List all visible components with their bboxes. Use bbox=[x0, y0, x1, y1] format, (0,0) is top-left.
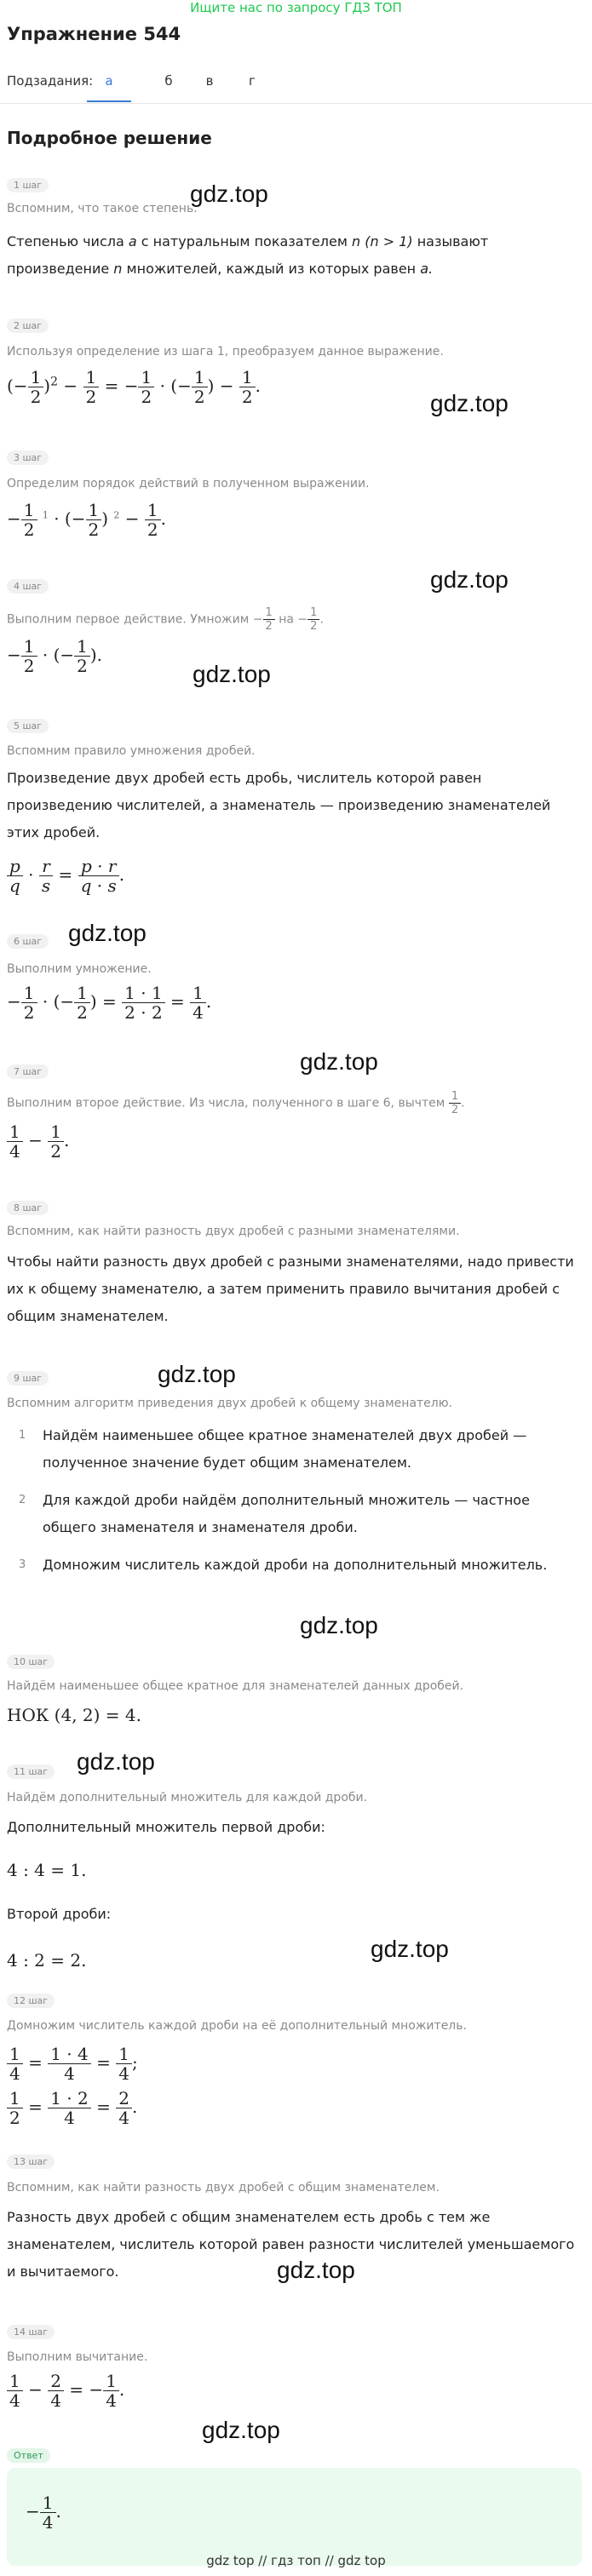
step-text: Разность двух дробей с общим знаменателем есть дробь с тем же знаменателем, числитель которой равен разности числителей уменьшаемого и вычитаемого. bbox=[7, 2209, 575, 2280]
math-var: n bbox=[113, 261, 123, 277]
step-note: Найдём наименьшее общее кратное для знаменателей данных дробей. bbox=[7, 1679, 464, 1693]
watermark: gdz.top bbox=[190, 181, 268, 207]
footer-links[interactable]: gdz top // гдз топ // gdz top bbox=[206, 2553, 386, 2568]
step-note: Используя определение из шага 1, преобразуем данное выражение. bbox=[7, 345, 444, 359]
step-note: Выполним второе действие. Из числа, полученного в шаге 6, вычтем $\frac{1}{2}$ . bbox=[7, 1090, 465, 1116]
watermark: gdz.top bbox=[77, 1748, 155, 1775]
list-item: 2 Для каждой дроби найдём дополнительный множитель — частное общего знаменателя и знаменателя дроби. bbox=[19, 1492, 530, 1535]
list-item: 1 Найдём наименьшее общее кратное знаменателей двух дробей — полученное значение будет общим знаменателем. bbox=[19, 1427, 527, 1471]
tab-g[interactable]: г bbox=[249, 73, 256, 89]
step-note: Домножим числитель каждой дроби на её дополнительный множитель. bbox=[7, 2019, 467, 2033]
math-expression: − $\frac{1}{2}$ $^1$ · (− $\frac{1}{2}$ ) $^2$ − $\frac{1}{2}$ . bbox=[7, 500, 166, 540]
step-note: Вспомним, что такое степень. bbox=[7, 202, 198, 215]
watermark: gdz.top bbox=[277, 2257, 355, 2283]
watermark: gdz.top bbox=[430, 566, 509, 593]
answer-badge: Ответ bbox=[7, 2448, 50, 2463]
step-badge: 10 шаг bbox=[7, 1655, 55, 1669]
math-var: n bbox=[352, 233, 361, 250]
math-expression: $\frac{p}{q}$ · $\frac{r}{s}$ = $\frac{p \cdot r}{q \cdot s}$ . bbox=[7, 857, 124, 895]
math-expression: $\frac{1}{4}$ = $\frac{1 \cdot 4}{4}$ = $\frac{1}{4}$ ; $\frac{1}{2}$ = $\frac{1 \cdot 2}{4}$ = $\frac{2}{4}$ . bbox=[7, 2040, 138, 2129]
answer-box bbox=[7, 2468, 582, 2566]
step-text: Чтобы найти разность двух дробей с разными знаменателями, надо привести их к общему знаменателю, а затем применить правило вычитания дробей с общим знаменателем. bbox=[7, 1254, 574, 1324]
section-title: Подробное решение bbox=[7, 128, 212, 148]
text-fragment: с натуральным показателем bbox=[141, 233, 348, 250]
answer-expression: − $\frac{1}{4}$ . bbox=[26, 2493, 61, 2533]
math-expression: $\frac{1}{4}$ − $\frac{1}{2}$ . bbox=[7, 1122, 69, 1161]
step-note: Вспомним, как найти разность двух дробей с общим знаменателем. bbox=[7, 2181, 440, 2194]
list-item: 3 Домножим числитель каждой дроби на дополнительный множитель. bbox=[19, 1557, 548, 1573]
step-note: Определим порядок действий в полученном выражении. bbox=[7, 477, 370, 491]
step-badge: 9 шаг bbox=[7, 1371, 49, 1386]
step-note: Вспомним, как найти разность двух дробей с разными знаменателями. bbox=[7, 1225, 460, 1238]
step-text: Второй дроби: bbox=[7, 1906, 112, 1922]
step-badge: 11 шаг bbox=[7, 1764, 55, 1779]
algorithm-list bbox=[7, 1422, 578, 1589]
tabs-divider bbox=[0, 103, 592, 104]
watermark: gdz.top bbox=[300, 1612, 378, 1638]
math-expression: − $\frac{1}{2}$ · (− $\frac{1}{2}$ ) = $\frac{1 \cdot 1}{2 \cdot 2}$ = $\frac{1}{4}$ . bbox=[7, 983, 212, 1023]
watermark: gdz.top bbox=[158, 1361, 236, 1387]
math-expression: − $\frac{1}{2}$ · (− $\frac{1}{2}$ ). bbox=[7, 636, 103, 676]
math-expression: НОК (4, 2) = 4. bbox=[7, 1705, 141, 1725]
step-badge: 7 шаг bbox=[7, 1064, 49, 1079]
step-badge: 2 шаг bbox=[7, 318, 49, 333]
tab-b[interactable]: б bbox=[164, 73, 173, 89]
watermark: gdz.top bbox=[68, 920, 147, 946]
watermark: gdz.top bbox=[193, 661, 271, 687]
text-fragment: произведение bbox=[7, 261, 110, 277]
step-badge: 4 шаг bbox=[7, 579, 49, 594]
step-badge: 12 шаг bbox=[7, 1994, 55, 2008]
fraction: $\frac{1}{2}$ bbox=[28, 368, 44, 406]
step-badge: 3 шаг bbox=[7, 450, 49, 465]
watermark: gdz.top bbox=[430, 390, 509, 416]
step-badge: 8 шаг bbox=[7, 1201, 49, 1215]
watermark: gdz.top bbox=[300, 1048, 378, 1075]
step-note: Выполним вычитание. bbox=[7, 2350, 148, 2364]
step-note: Найдём дополнительный множитель для каждой дроби. bbox=[7, 1791, 368, 1804]
watermark: gdz.top bbox=[202, 2417, 280, 2443]
subtasks-label: Подзадания: bbox=[7, 73, 94, 89]
step-note: Вспомним правило умножения дробей. bbox=[7, 744, 256, 758]
step-note: Вспомним алгоритм приведения двух дробей к общему знаменателю. bbox=[7, 1397, 452, 1410]
step-text: Произведение двух дробей есть дробь, числитель которой равен произведению числителей, а знаменатель — произведению знаменателей этих дробей. bbox=[7, 770, 551, 840]
active-tab-indicator bbox=[87, 100, 131, 102]
tab-v[interactable]: в bbox=[205, 73, 214, 89]
math-expression: 4 : 2 = 2. bbox=[7, 1950, 87, 1971]
step-badge: 14 шаг bbox=[7, 2325, 55, 2339]
math-var: a bbox=[128, 233, 137, 250]
text-fragment: Степенью числа bbox=[7, 233, 124, 250]
math-expression: $\frac{1}{4}$ − $\frac{2}{4}$ = − $\frac{1}{4}$ . bbox=[7, 2372, 124, 2410]
text-fragment: множителей, каждый из которых равен bbox=[126, 261, 417, 277]
step-note: Выполним умножение. bbox=[7, 962, 152, 976]
step-badge: 6 шаг bbox=[7, 934, 49, 949]
step-badge: 13 шаг bbox=[7, 2154, 55, 2169]
step-text bbox=[7, 228, 488, 283]
tab-a[interactable]: а bbox=[105, 73, 113, 89]
step-note: Выполним первое действие. Умножим − $\frac{1}{2}$ на − $\frac{1}{2}$ . bbox=[7, 606, 324, 633]
search-hint-link[interactable]: Ищите нас по запросу ГДЗ ТОП bbox=[190, 0, 402, 15]
math-var: a. bbox=[420, 261, 434, 277]
math-condition: (n > 1) bbox=[365, 233, 413, 250]
text-fragment: называют bbox=[417, 233, 489, 250]
page-title: Упражнение 544 bbox=[7, 24, 181, 44]
math-expression: 4 : 4 = 1. bbox=[7, 1860, 87, 1880]
watermark: gdz.top bbox=[371, 1936, 449, 1962]
step-badge: 1 шаг bbox=[7, 178, 49, 192]
step-badge: 5 шаг bbox=[7, 719, 49, 733]
step-text: Дополнительный множитель первой дроби: bbox=[7, 1819, 325, 1835]
math-expression: (− $\frac{1}{2}$ )$^2$ − $\frac{1}{2}$ = − $\frac{1}{2}$ · (− $\frac{1}{2}$ ) − $\frac{1}{2}$ . bbox=[7, 367, 261, 407]
